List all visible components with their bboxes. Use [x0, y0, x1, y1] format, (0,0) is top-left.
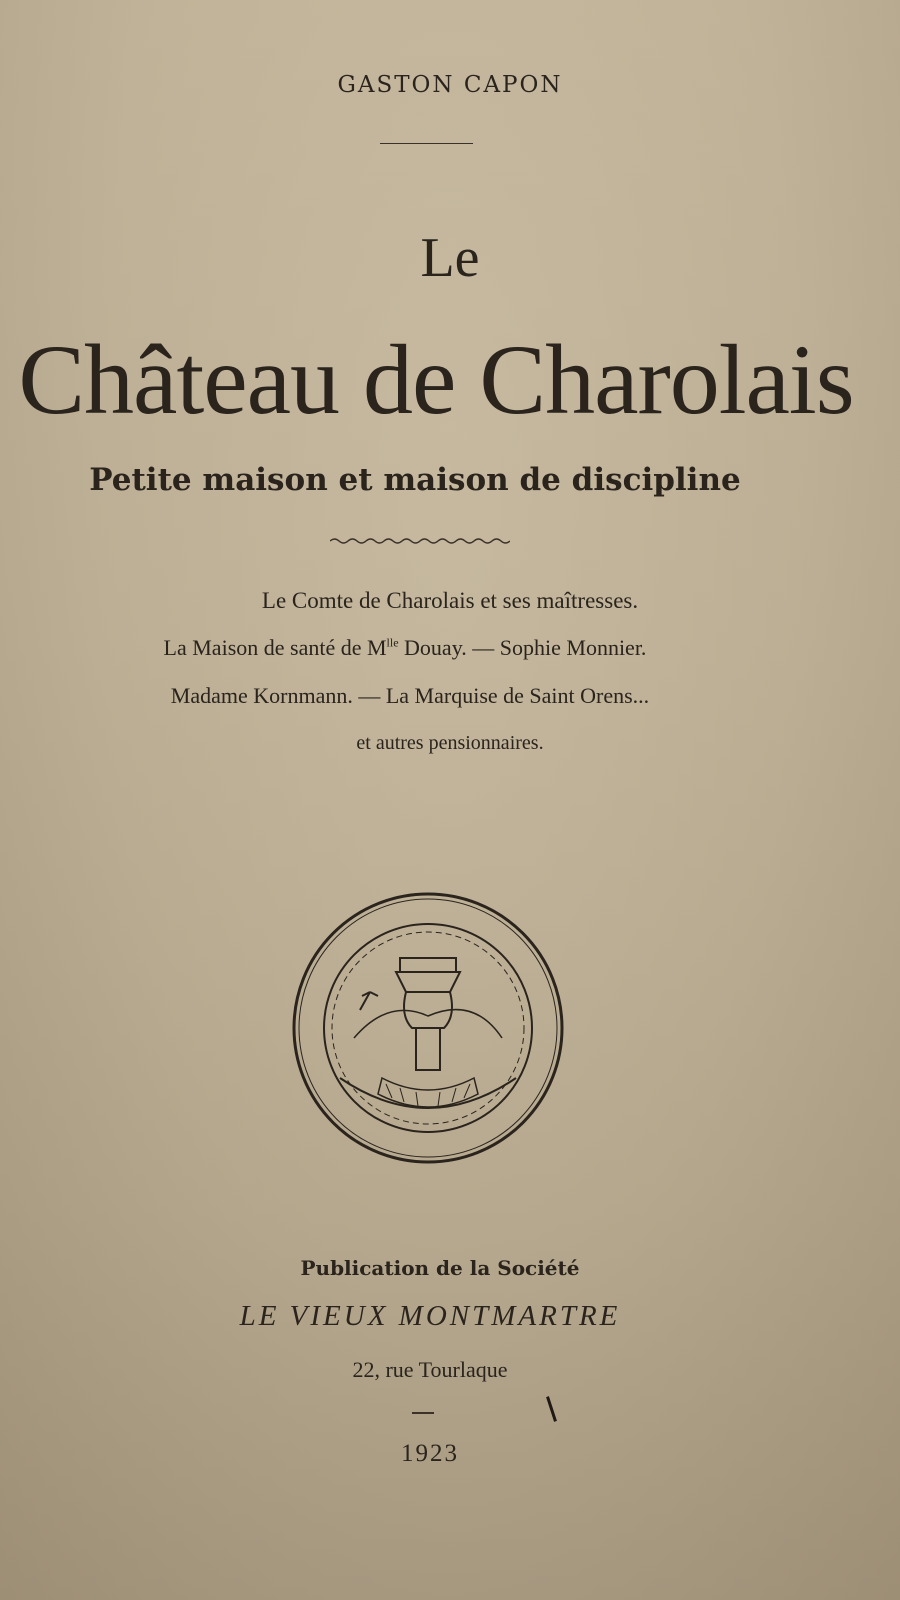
publication-label: Publication de la Société [300, 1256, 580, 1280]
contents-line-2-end: Douay. — Sophie Monnier. [398, 635, 647, 660]
book-title: Château de Charolais [18, 324, 854, 435]
title-article: Le [420, 227, 480, 289]
contents-line-2-superscript: lle [386, 635, 399, 650]
vieux-montmartre-seal-icon [288, 888, 568, 1168]
society-address: 22, rue Tourlaque [352, 1357, 508, 1382]
contents-line-3: Madame Kornmann. — La Marquise de Saint Orens... [170, 683, 650, 708]
contents-line-1: Le Comte de Charolais et ses maîtresses. [261, 588, 639, 613]
society-name: LE VIEUX MONTMARTRE [239, 1300, 621, 1332]
author-divider [380, 143, 473, 144]
book-subtitle: Petite maison et maison de discipline [89, 462, 741, 498]
publication-year: 1923 [401, 1440, 459, 1467]
wavy-divider [330, 536, 510, 546]
author-name: GASTON CAPON [337, 72, 563, 98]
contents-line-2 [0, 635, 810, 661]
year-divider [412, 1412, 434, 1414]
pen-mark [546, 1396, 557, 1422]
contents-line-2-start: La Maison de santé de M [163, 635, 387, 660]
contents-line-4: et autres pensionnaires. [356, 732, 544, 754]
